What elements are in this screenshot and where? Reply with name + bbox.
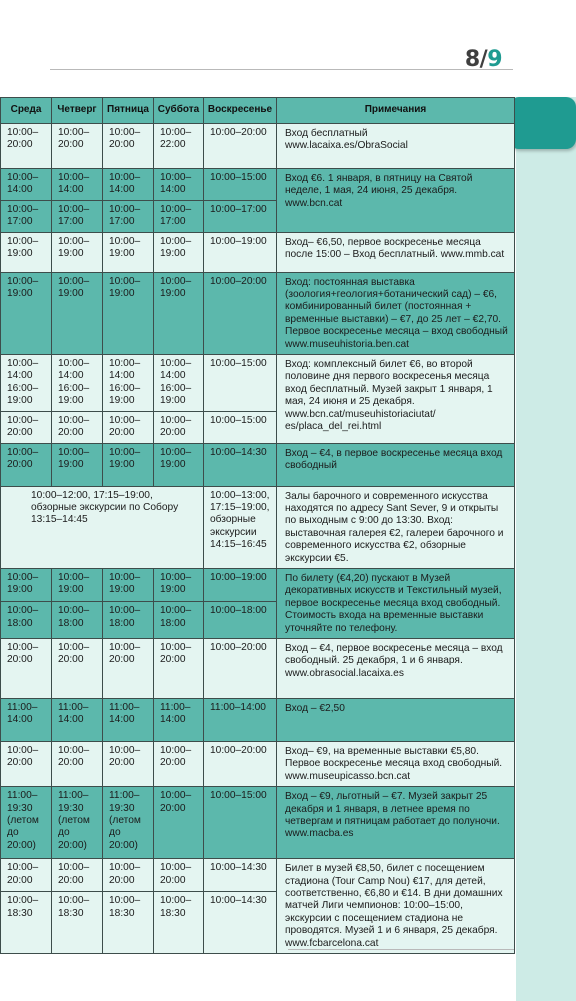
table-cell: 10:00– 14:00 16:00– 19:00 [103,355,154,412]
page-total: 9 [487,47,502,72]
table-row [1,272,515,354]
table-cell: 10:00– 19:00 [1,568,52,601]
table-cell: 11:00– 14:00 [1,698,52,741]
table-cell: 10:00– 19:00 [1,232,52,272]
table-cell: 10:00– 19:00 [154,443,204,486]
museum-hours-table [0,97,515,954]
table-cell: 10:00– 14:00 [103,169,154,201]
table-cell: 10:00– 19:00 [103,568,154,601]
table-cell: 10:00– 18:30 [1,892,52,954]
table-cell: 10:00– 20:00 [103,859,154,892]
notes-cell: Вход – €4, в первое воскресенье месяца вход свободный [277,443,515,486]
table-cell: 10:00– 14:00 16:00– 19:00 [52,355,103,412]
header-wed: Среда [1,98,52,124]
table-cell: 10:00– 19:00 [103,272,154,354]
table-cell: 10:00– 20:00 [52,859,103,892]
table-cell: 10:00– 19:00 [1,272,52,354]
table-cell: 10:00–14:30 [204,443,277,486]
table-cell: 10:00– 20:00 [52,741,103,786]
table-cell: 10:00– 17:00 [52,200,103,232]
table-cell: 10:00– 20:00 [52,124,103,169]
table-cell: 10:00–19:00 [204,568,277,601]
header-sat: Суббота [154,98,204,124]
footer-rule [288,949,514,950]
table-row [1,787,515,859]
table-cell: 10:00– 18:30 [154,892,204,954]
table-cell: 11:00– 14:00 [103,698,154,741]
table-cell: 10:00– 20:00 [1,741,52,786]
table-cell: 11:00– 19:30 (летом до 20:00) [52,787,103,859]
table-cell: 10:00–17:00 [204,200,277,232]
notes-cell: Вход бесплатный www.lacaixa.es/ObraSocial [277,124,515,169]
table-cell: 10:00– 20:00 [1,859,52,892]
table-cell: 10:00– 20:00 [52,638,103,698]
table-cell: 10:00– 19:00 [154,568,204,601]
table-cell: 10:00– 20:00 [154,741,204,786]
notes-cell: Залы барочного и современного искусства находятся по адресу Sant Sever, 9 и открыты по выходным с 9:00 до 13:30. Вход: выставочная галерея €2, галереи барочного и современного искусства €2, обзорные экскурсии €5. [277,486,515,568]
table-row [1,124,515,169]
notes-cell: Вход– €6,50, первое воскресенье месяца после 15:00 – Вход бесплатный. www.mmb.cat [277,232,515,272]
table-cell: 10:00–20:00 [204,272,277,354]
notes-cell: Вход– €9, на временные выставки €5,80. Первое воскресенье месяца вход свободный. www.museupicasso.bcn.cat [277,741,515,786]
notes-cell: Вход – €9, льготный – €7. Музей закрыт 25 декабря и 1 января, в летнее время по четвергам и пятницам работает до полуночи. www.macba.es [277,787,515,859]
table-body [1,124,515,954]
table-row [1,638,515,698]
table-header-row [1,98,515,124]
table-cell: 10:00– 20:00 [1,443,52,486]
table-cell: 10:00– 19:00 [103,232,154,272]
table-cell: 11:00–14:00 [204,698,277,741]
header-rule [50,69,513,70]
table-row [1,741,515,786]
table-cell: 10:00– 20:00 [1,411,52,443]
table-cell: 10:00– 14:00 [154,169,204,201]
table-cell: 10:00– 19:00 [154,232,204,272]
table-cell: 10:00–20:00 [204,638,277,698]
table-cell: 11:00– 19:30 (летом до 20:00) [1,787,52,859]
table-cell: 10:00– 17:00 [103,200,154,232]
table-cell: 10:00– 20:00 [103,124,154,169]
table-row [1,486,515,568]
header-notes: Примечания [277,98,515,124]
museum-hours-table-wrap [0,97,514,954]
table-row [1,568,515,601]
table-row [1,859,515,892]
table-cell: 10:00– 18:00 [1,602,52,639]
table-cell: 10:00– 14:00 [1,169,52,201]
table-cell: 10:00–18:00 [204,602,277,639]
table-cell: 10:00– 17:00 [1,200,52,232]
table-cell: 10:00– 14:00 16:00– 19:00 [154,355,204,412]
table-cell: 10:00– 19:00 [52,272,103,354]
table-cell: 10:00– 17:00 [154,200,204,232]
table-cell: 10:00– 19:00 [103,443,154,486]
table-cell: 10:00–20:00 [204,741,277,786]
table-cell: 11:00– 19:30 (летом до 20:00) [103,787,154,859]
table-row [1,169,515,201]
table-cell: 10:00– 18:00 [154,602,204,639]
table-row [1,232,515,272]
table-cell: 10:00– 20:00 [52,411,103,443]
table-cell: 10:00–15:00 [204,411,277,443]
notes-cell: По билету (€4,20) пускают в Музей декоративных искусств и Текстильный музей, первое воскресенье месяца вход свободный. Стоимость входа на временные выставки уточняйте по телефону. [277,568,515,638]
table-cell: 11:00– 14:00 [52,698,103,741]
notes-cell: Вход – €4, первое воскресенье месяца – вход свободный. 25 декабря, 1 и 6 января. www.obrasocial.lacaixa.es [277,638,515,698]
table-cell: 10:00– 20:00 [1,124,52,169]
table-cell: 10:00–15:00 [204,355,277,412]
notes-cell: Билет в музей €8,50, билет с посещением стадиона (Tour Camp Nou) €17, для детей, соответственно, €6,80 и €14. В дни домашних матчей Лиги чемпионов: 10:00–15:00, экскурсии с посещением стадиона не проводятся. Музей 1 и 6 января, 25 декабря. www.fcbarcelona.cat [277,859,515,954]
table-cell: 10:00– 18:30 [103,892,154,954]
table-cell-span: 10:00–12:00, 17:15–19:00, обзорные экскурсии по Собору 13:15–14:45 [1,486,204,568]
table-cell: 10:00–13:00, 17:15–19:00, обзорные экскурсии 14:15–16:45 [204,486,277,568]
table-cell: 10:00–19:00 [204,232,277,272]
table-cell: 10:00– 20:00 [154,411,204,443]
table-cell: 10:00– 19:00 [52,443,103,486]
page-separator: / [479,47,488,72]
table-cell: 10:00– 20:00 [103,741,154,786]
table-cell: 10:00– 19:00 [154,272,204,354]
header-fri: Пятница [103,98,154,124]
table-cell: 10:00– 19:00 [52,232,103,272]
header-sun: Воскресенье [204,98,277,124]
table-cell: 10:00– 20:00 [154,638,204,698]
table-cell: 10:00– 19:00 [52,568,103,601]
table-cell: 10:00–15:00 [204,169,277,201]
table-cell: 10:00–14:30 [204,859,277,892]
table-cell: 10:00– 20:00 [1,638,52,698]
table-cell: 10:00– 20:00 [103,638,154,698]
table-cell: 10:00– 20:00 [154,787,204,859]
table-cell: 10:00– 14:00 16:00– 19:00 [1,355,52,412]
table-cell: 10:00–15:00 [204,787,277,859]
table-cell: 10:00–20:00 [204,124,277,169]
table-row [1,355,515,412]
page-number [465,48,502,72]
table-cell: 10:00– 18:00 [103,602,154,639]
notes-cell: Вход: комплексный билет €6, во второй половине дня первого воскресенья месяца вход бесплатный. Музей закрыт 1 января, 1 мая, 24 июня и 25 декабря. www.bcn.cat/museuhistoriaciutat/ es/placa_del_rei.html [277,355,515,443]
side-strip [516,97,576,1001]
table-cell: 11:00– 14:00 [154,698,204,741]
table-row [1,443,515,486]
table-cell: 10:00– 18:00 [52,602,103,639]
page-current: 8 [464,47,480,72]
header-thu: Четверг [52,98,103,124]
section-tab[interactable] [509,97,576,149]
notes-cell: Вход €6. 1 января, в пятницу на Святой неделе, 1 мая, 24 июня, 25 декабря. www.bcn.cat [277,169,515,233]
table-cell: 10:00– 20:00 [103,411,154,443]
table-cell: 10:00– 20:00 [154,859,204,892]
table-cell: 10:00– 18:30 [52,892,103,954]
table-cell: 10:00– 22:00 [154,124,204,169]
table-cell: 10:00–14:30 [204,892,277,954]
table-row [1,698,515,741]
table-cell: 10:00– 14:00 [52,169,103,201]
notes-cell: Вход – €2,50 [277,698,515,741]
notes-cell: Вход: постоянная выставка (зоология+геология+ботанический сад) – €6, комбинированный билет (постоянная + временные выставки) – €7, до 25 лет – €2,70. Первое воскресенье месяца – вход свободный www.museuhistoria.ben.cat [277,272,515,354]
